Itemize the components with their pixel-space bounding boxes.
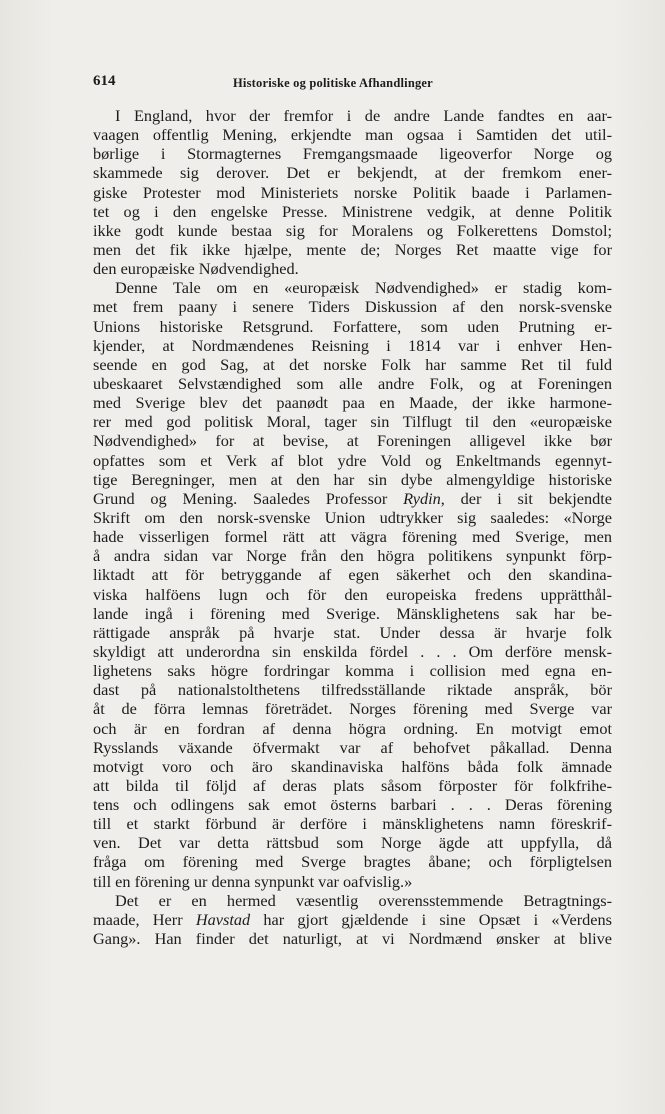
- text-segment: opfattes som et Verk af blot ydre Vold og Enkeltmands egennyt-: [93, 450, 612, 470]
- text-line: [93, 317, 612, 336]
- text-segment: å andra sidan var Norge från den högra politikens synpunkt förp-: [93, 546, 612, 566]
- text-segment: har gjort gjældende i sine Opsæt i «Verdens: [250, 909, 612, 929]
- text-segment: rättigade anspråk på hvarje stat. Under dessa är hvarje folk: [93, 622, 612, 642]
- text-segment: och är en fordran af denna högra ordning. En motvigt emot: [93, 718, 612, 738]
- text-line: [93, 297, 612, 316]
- text-line: [93, 565, 612, 584]
- text-segment: att bilda til följd af deras plats såsom förposter för folkfrihe-: [93, 775, 612, 795]
- text-segment: ubeskaaret Selvstændighed som alle andre Folk, og at Foreningen: [93, 373, 612, 393]
- text-line: [93, 183, 612, 202]
- text-line: [93, 872, 612, 891]
- text-line: [93, 374, 612, 393]
- text-line: [93, 527, 612, 546]
- text-line: [93, 642, 612, 661]
- text-line: [93, 221, 612, 240]
- text-segment: liktadt att för betryggande af egen säkerhet och den skandina-: [93, 565, 612, 585]
- text-segment: Gang». Han finder det naturligt, at vi Nordmænd ønsker at blive: [93, 929, 612, 949]
- text-segment: Denne Tale om en «europæisk Nødvendighed» er stadig kom-: [115, 278, 612, 298]
- text-line: [93, 795, 612, 814]
- text-segment: lighetens saks högre fordringar komma i collision med egna en-: [93, 661, 612, 681]
- text-line: [93, 585, 612, 604]
- text-segment: hade visserligen formel rätt att vägra förening med Sverige, men: [93, 527, 612, 547]
- text-segment: giske Protester mod Ministeriets norske Politik baade i Parlamen-: [93, 182, 612, 202]
- text-line: [93, 144, 612, 163]
- text-line: [93, 336, 612, 355]
- text-line: [93, 106, 612, 125]
- text-line: [93, 661, 612, 680]
- italic-name: Havstad: [195, 909, 251, 929]
- text-line: [93, 623, 612, 642]
- italic-name: Rydin: [403, 488, 441, 508]
- text-segment: tige Beregninger, men at den har sin dybe almengyldige historiske: [93, 469, 612, 489]
- text-segment: viska halföens lugn och för den europeiska fredens upprätthål-: [93, 584, 612, 604]
- text-segment: tens och odlingens sak emot österns barbari . . . Deras förening: [93, 795, 612, 815]
- text-line: [93, 412, 612, 431]
- text-line: [93, 240, 612, 259]
- text-segment: maade, Herr: [93, 909, 196, 929]
- text-line: [93, 546, 612, 565]
- text-segment: vaagen offentlig Mening, erkjendte man ogsaa i Samtiden det util-: [93, 125, 612, 145]
- text-line: [93, 719, 612, 738]
- text-segment: med Sverige blev det paanødt paa en Maade, der ikke harmone-: [93, 393, 612, 413]
- text-line: [93, 929, 612, 948]
- running-title: Historiske og politiske Afhandlinger: [233, 76, 433, 90]
- text-line: [93, 259, 612, 278]
- text-segment: børlige i Stormagternes Fremgangsmaade ligeoverfor Norge og: [93, 144, 612, 164]
- text-segment: ikke godt kunde bestaa sig for Moralens og Folkerettens Domstol;: [93, 220, 612, 240]
- text-line: [93, 738, 612, 757]
- text-line: [93, 604, 612, 623]
- text-segment: till en förening ur denna synpunkt var oafvislig.»: [93, 871, 413, 891]
- text-segment: tet og i den engelske Presse. Ministrene vedgik, at denne Politik: [93, 201, 612, 221]
- text-line: [93, 431, 612, 450]
- text-line: [93, 355, 612, 374]
- text-segment: I England, hvor der fremfor i de andre Lande fandtes en aar-: [115, 106, 612, 125]
- text-segment: men det fik ikke hjælpe, mente de; Norges Ret maatte vige for: [93, 239, 612, 259]
- text-segment: Unions historiske Retsgrund. Forfattere, som uden Prutning er-: [93, 316, 612, 336]
- text-segment: skammede sig derover. Det er bekjendt, at der fremkom ener-: [93, 163, 612, 183]
- text-line: [93, 393, 612, 412]
- text-segment: rer med god politisk Moral, tager sin Tilflugt til den «europæiske: [93, 412, 612, 432]
- text-line: [93, 680, 612, 699]
- text-segment: Grund og Mening. Saaledes Professor: [93, 488, 404, 508]
- text-segment: Skrift om den norsk-svenske Union udtrykker sig saaledes: «Norge: [93, 507, 612, 527]
- text-line: [93, 163, 612, 182]
- text-line: [93, 852, 612, 871]
- text-line: [93, 833, 612, 852]
- page-header: [93, 73, 612, 93]
- text-segment: fråga om förening med Sverge bragtes åbane; och förpligtelsen: [93, 852, 612, 872]
- text-segment: till et starkt förbund är derföre i mänsklighetens namn föreskrif-: [93, 814, 612, 834]
- text-line: [93, 891, 612, 910]
- text-line: [93, 451, 612, 470]
- text-line: [93, 757, 612, 776]
- text-segment: skyldigt att underordna sin enskilda fördel . . . Om derföre mensk-: [93, 641, 612, 661]
- text-segment: ven. Det var detta rättsbud som Norge ägde att uppfylla, då: [93, 833, 612, 853]
- text-line: [93, 910, 612, 929]
- text-segment: met frem paany i senere Tiders Diskussion af den norsk-svenske: [93, 297, 612, 317]
- text-line: [93, 814, 612, 833]
- text-segment: lande ingå i förening med Sverige. Mänsklighetens sak har be-: [93, 603, 612, 623]
- text-segment: den europæiske Nødvendighed.: [93, 259, 299, 279]
- text-segment: dast på nationalstolthetens tilfredsställande riktade anspråk, bör: [93, 680, 612, 700]
- body-text: [93, 106, 612, 948]
- text-segment: Rysslands växande öfvermakt var af behofvet påkallad. Denna: [93, 737, 612, 757]
- text-segment: åt de förra lemnas företrädet. Norges förening med Sverge var: [93, 699, 612, 719]
- text-segment: Det er en hermed væsentlig overensstemmende Betragtnings-: [115, 890, 612, 910]
- page-number: 614: [93, 73, 116, 89]
- text-segment: motvigt voro och äro skandinaviska halföns båda folk ämnade: [93, 756, 612, 776]
- text-line: [93, 508, 612, 527]
- text-line: [93, 699, 612, 718]
- text-segment: , der i sit bekjendte: [440, 488, 612, 508]
- text-segment: seende en god Sag, at det norske Folk har samme Ret til fuld: [93, 354, 612, 374]
- text-line: [93, 776, 612, 795]
- text-line: [93, 489, 612, 508]
- text-line: [93, 278, 612, 297]
- text-segment: kjender, at Nordmændenes Reisning i 1814 var i enhver Hen-: [93, 335, 612, 355]
- text-segment: Nødvendighed» for at bevise, at Foreningen alligevel ikke bør: [93, 431, 612, 451]
- text-line: [93, 470, 612, 489]
- text-line: [93, 202, 612, 221]
- text-line: [93, 125, 612, 144]
